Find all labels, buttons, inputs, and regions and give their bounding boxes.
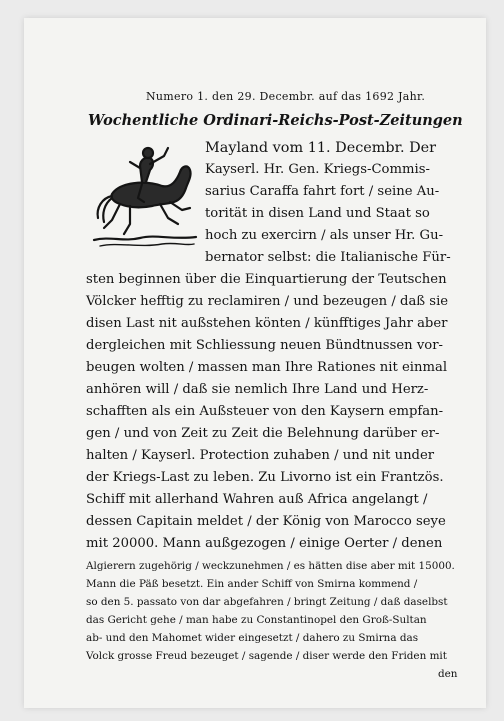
text-line: halten / Kayserl. Protection zuhaben / und nit under xyxy=(86,448,435,463)
text-line: schafften als ein Außsteuer von den Kaysern empfan- xyxy=(86,404,444,419)
text-line: anhören will / daß sie nemlich Ihre Land und Herz- xyxy=(86,382,429,397)
text-line: so den 5. passato von dar abgefahren / bringt Zeitung / daß daselbst xyxy=(86,596,448,608)
text-line: dessen Capitain meldet / der König von Marocco seye xyxy=(86,514,446,529)
text-line: torität in disen Land und Staat so xyxy=(205,206,430,221)
text-line: sten beginnen über die Einquartierung der Teutschen xyxy=(86,272,447,287)
text-line: Schiff mit allerhand Wahren auß Africa angelangt / xyxy=(86,492,428,507)
text-line: Volck grosse Freud bezeuget / sagende / diser werde den Friden mit xyxy=(86,650,447,662)
text-line: der Kriegs-Last zu leben. Zu Livorno ist ein Frantzös. xyxy=(86,470,444,485)
text-line: disen Last nit außstehen könten / künfftiges Jahr aber xyxy=(86,316,448,331)
text-line: hoch zu exercirn / als unser Hr. Gu- xyxy=(205,228,444,243)
newspaper-title: Wochentliche Ordinari-Reichs-Post-Zeitungen xyxy=(88,112,463,129)
text-line: mit 20000. Mann außgezogen / einige Oerter / denen xyxy=(86,536,443,551)
text-line: sarius Caraffa fahrt fort / seine Au- xyxy=(205,184,440,199)
text-line: Mayland vom 11. Decembr. Der xyxy=(205,140,437,156)
post-rider-icon xyxy=(90,142,200,250)
text-line: das Gericht gehe / man habe zu Constantinopel den Groß-Sultan xyxy=(86,614,427,626)
text-line: Algierern zugehörig / weckzunehmen / es hätten dise aber mit 15000. xyxy=(86,560,455,572)
text-line: Völcker hefftig zu reclamiren / und bezeugen / daß sie xyxy=(86,294,449,309)
text-line: ab- und den Mahomet wider eingesetzt / dahero zu Smirna das xyxy=(86,632,419,644)
text-line: beugen wolten / massen man Ihre Rationes nit einmal xyxy=(86,360,448,375)
catchword: den xyxy=(438,668,458,680)
text-line: Mann die Päß besetzt. Ein ander Schiff von Smirna kommend / xyxy=(86,578,418,590)
text-line: dergleichen mit Schliessung neuen Bündtnussen vor- xyxy=(86,338,443,353)
text-line: Kayserl. Hr. Gen. Kriegs-Commis- xyxy=(205,162,430,177)
text-line: gen / und von Zeit zu Zeit die Belehnung darüber er- xyxy=(86,426,440,441)
text-line: bernator selbst: die Italianische Für- xyxy=(205,250,451,265)
issue-header: Numero 1. den 29. Decembr. auf das 1692 Jahr. xyxy=(146,90,426,103)
